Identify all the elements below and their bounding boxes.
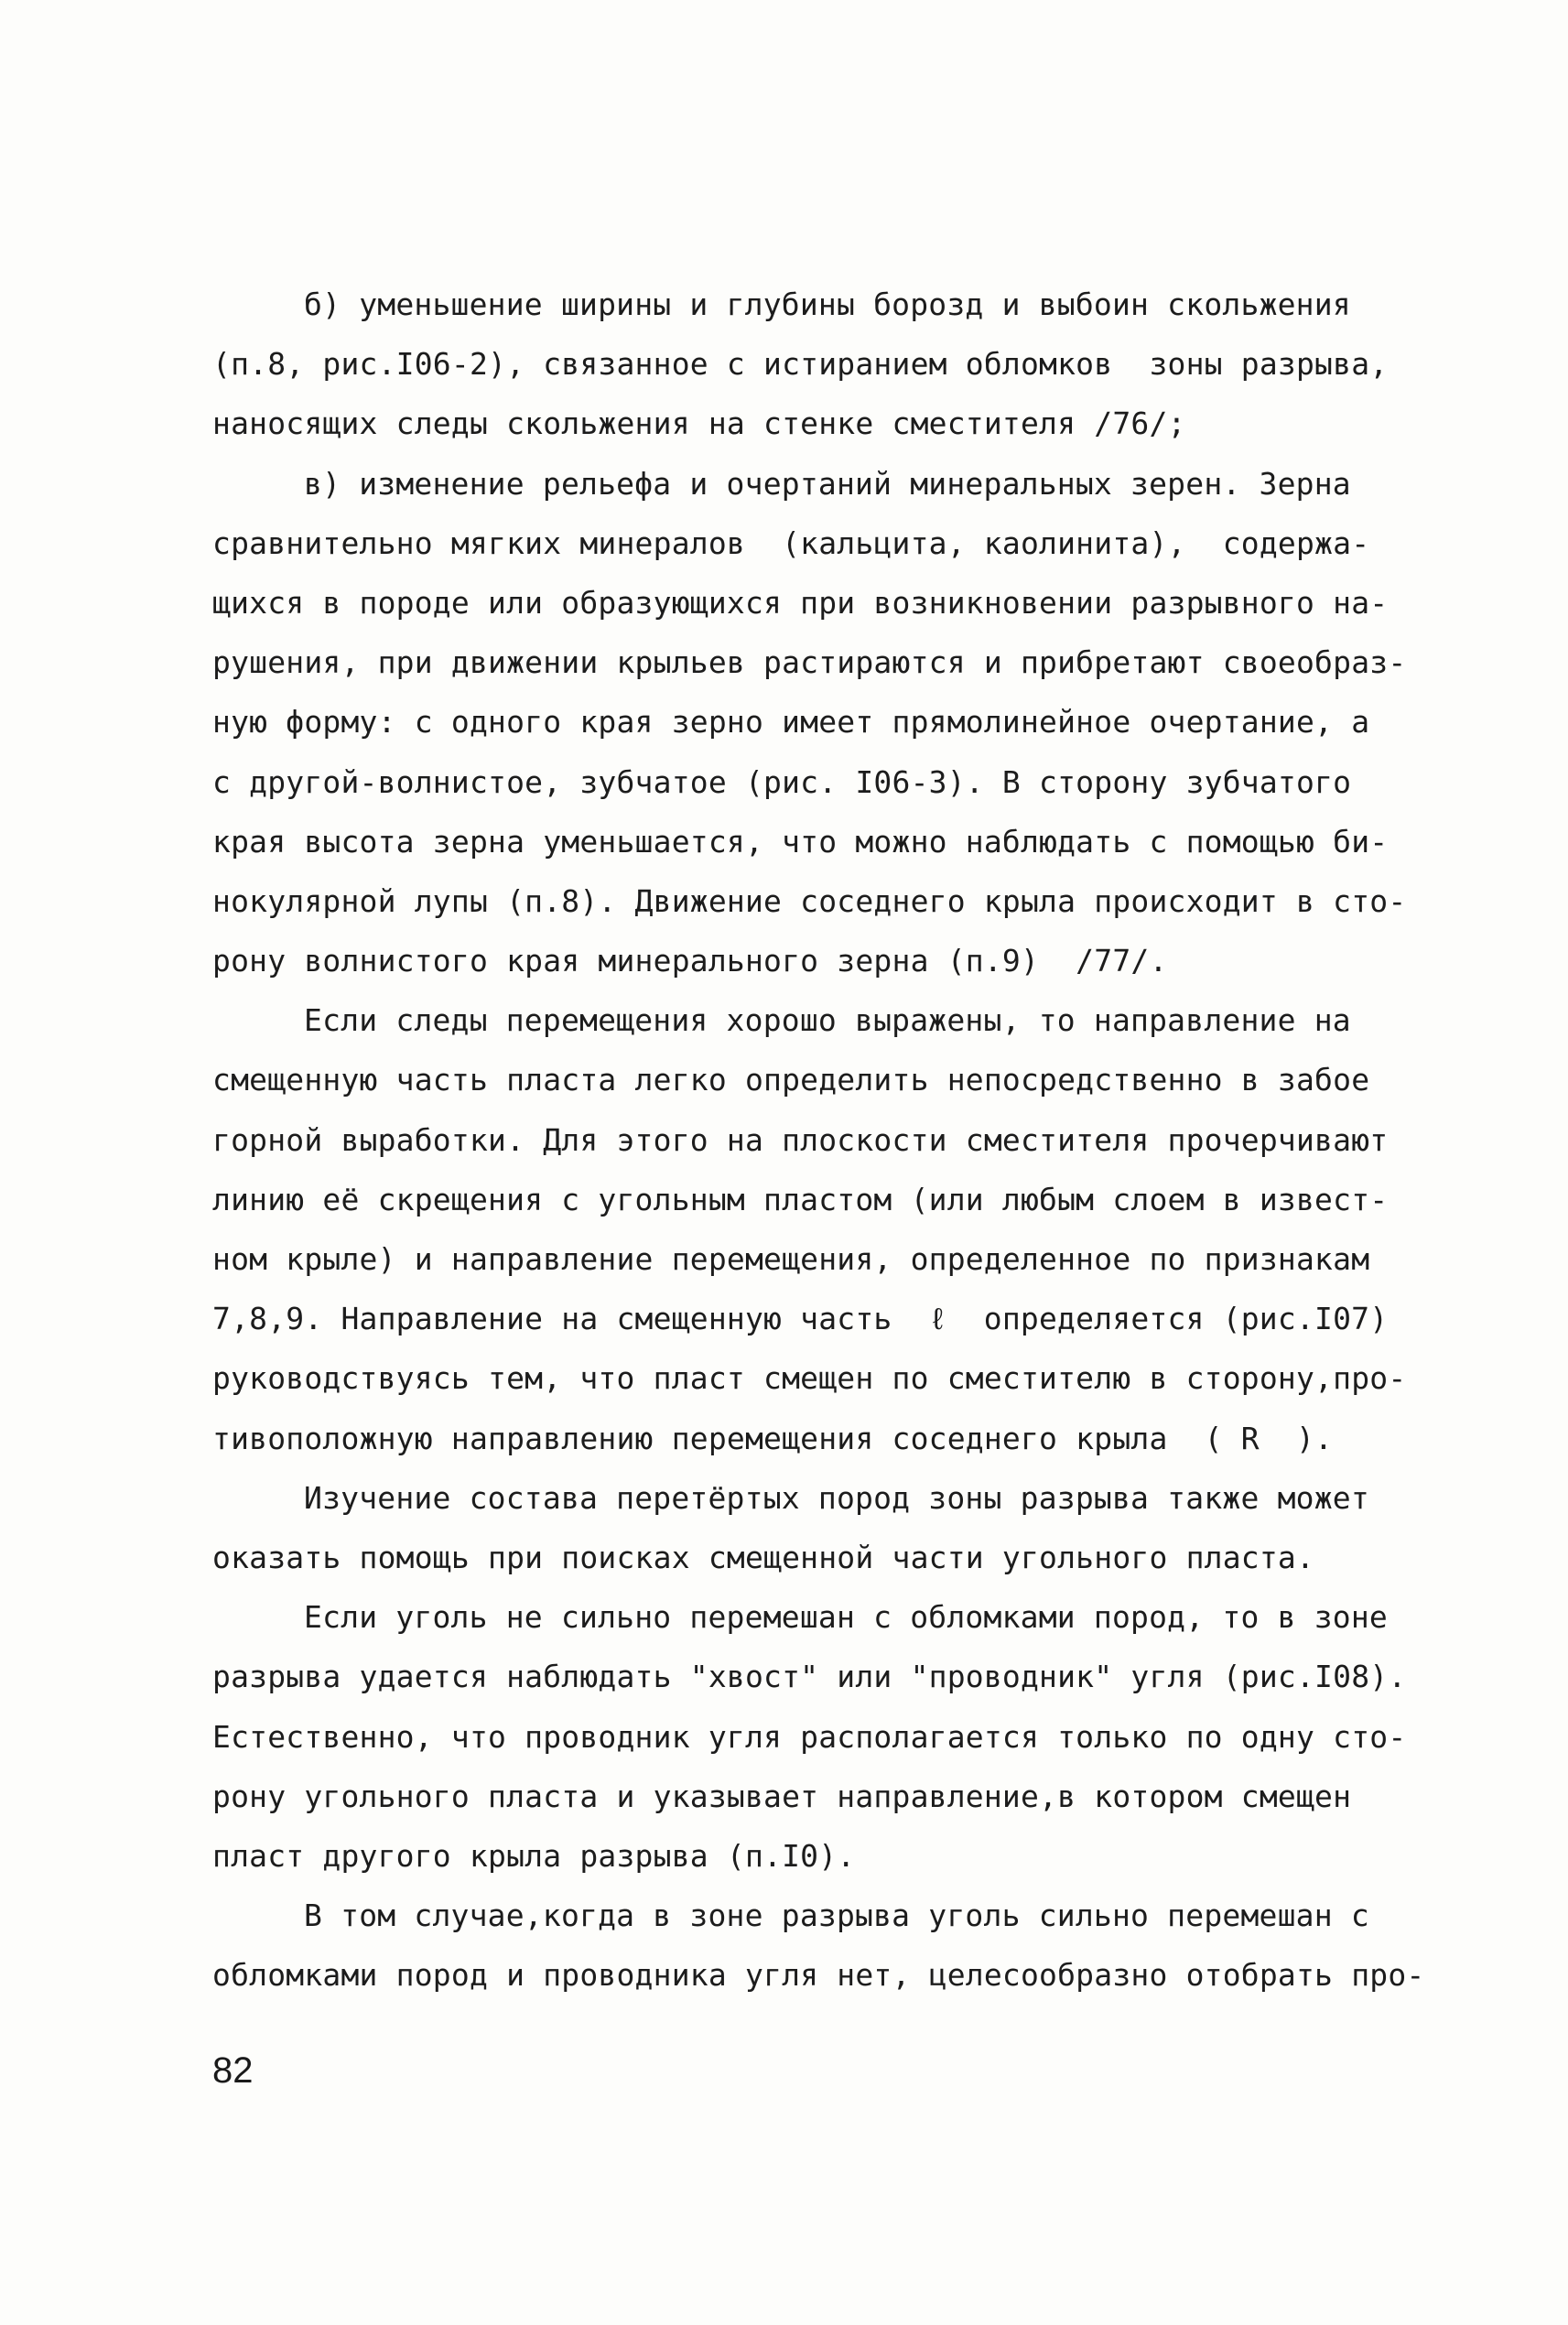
text-line: тивоположную направлению перемещения соседнего крыла ( R ).: [212, 1420, 1334, 1456]
text-line: смещенную часть пласта легко определить непосредственно в забое: [212, 1062, 1370, 1098]
text-line: в) изменение рельефа и очертаний минеральных зерен. Зерна: [304, 465, 1351, 502]
text-line: В том случае,когда в зоне разрыва уголь сильно перемешан с: [304, 1898, 1369, 1934]
text-line: 7,8,9. Направление на смещенную часть ℓ определяется (рис.I07): [212, 1301, 1389, 1337]
body-text: [212, 275, 1425, 2005]
text-line: ном крыле) и направление перемещения, определенное по признакам: [212, 1241, 1370, 1277]
text-line: б) уменьшение ширины и глубины борозд и выбоин скольжения: [304, 287, 1351, 322]
text-line: Если следы перемещения хорошо выражены, то направление на: [304, 1002, 1351, 1039]
page-number: 82: [212, 2050, 254, 2091]
text-line: щихся в породе или образующихся при возникновении разрывного на-: [212, 584, 1389, 621]
text-line: наносящих следы скольжения на стенке сместителя /76/;: [212, 406, 1186, 442]
text-line: оказать помощь при поисках смещенной части угольного пласта.: [212, 1539, 1315, 1575]
text-line: рону угольного пласта и указывает направление,в котором смещен: [212, 1778, 1352, 1814]
text-line: сравнительно мягких минералов (кальцита, каолинита), содержа-: [212, 524, 1370, 561]
text-line: (п.8, рис.I06-2), связанное с истиранием обломков зоны разрыва,: [212, 346, 1389, 383]
text-line: линию её скрещения с угольным пластом (или любым слоем в извест-: [212, 1181, 1389, 1217]
text-line: пласт другого крыла разрыва (п.I0).: [212, 1837, 856, 1874]
text-line: разрыва удается наблюдать "хвост" или "проводник" угля (рис.I08).: [212, 1659, 1407, 1695]
text-line: нокулярной лупы (п.8). Движение соседнего крыла происходит в сто-: [212, 882, 1407, 919]
text-line: рону волнистого края минерального зерна (п.9) /77/.: [212, 943, 1168, 979]
text-line: Изучение состава перетёртых пород зоны разрыва также может: [304, 1479, 1369, 1516]
text-line: края высота зерна уменьшается, что можно наблюдать с помощью би-: [212, 823, 1389, 860]
text-line: руководствуясь тем, что пласт смещен по сместителю в сторону,про-: [212, 1360, 1407, 1397]
text-line: обломками пород и проводника угля нет, целесообразно отобрать про-: [212, 1957, 1425, 1994]
text-line: Естественно, что проводник угля располагается только по одну сто-: [212, 1718, 1407, 1755]
text-line: с другой-волнистое, зубчатое (рис. I06-3). В сторону зубчатого: [212, 763, 1352, 800]
text-line: Если уголь не сильно перемешан с обломками пород, то в зоне: [304, 1599, 1388, 1636]
text-line: рушения, при движении крыльев растираются и прибретают своеобраз-: [212, 644, 1407, 681]
text-line: горной выработки. Для этого на плоскости сместителя прочерчивают: [212, 1121, 1389, 1158]
text-line: ную форму: с одного края зерно имеет прямолинейное очертание, а: [212, 704, 1370, 741]
